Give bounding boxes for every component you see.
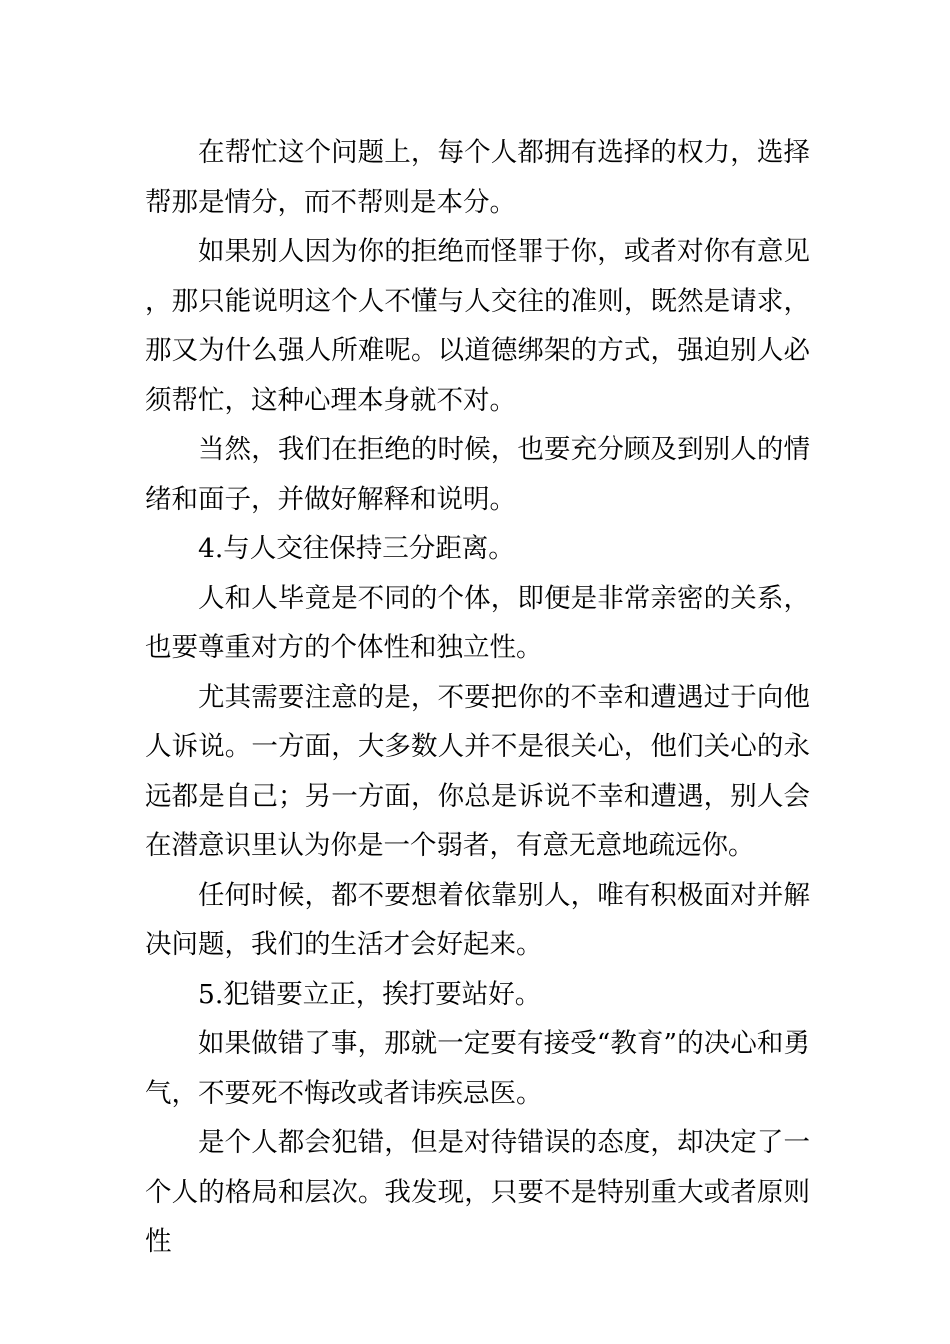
paragraph-2: 如果别人因为你的拒绝而怪罪于你，或者对你有意见，那只能说明这个人不懂与人交往的准则，既然是请求，那又为什么强人所难呢。以道德绑架的方式，强迫别人必须帮忙，这种心理本身就不对。	[145, 236, 810, 416]
paragraph-1: 在帮忙这个问题上，每个人都拥有选择的权力，选择帮那是情分，而不帮则是本分。	[145, 137, 810, 218]
paragraph-9: 如果做错了事，那就一定要有接受“教育”的决心和勇气，不要死不悔改或者讳疾忌医。	[145, 1028, 810, 1109]
paragraph-5: 人和人毕竟是不同的个体，即便是非常亲密的关系，也要尊重对方的个体性和独立性。	[145, 582, 810, 663]
paragraph-3: 当然，我们在拒绝的时候，也要充分顾及到别人的情绪和面子，并做好解释和说明。	[145, 434, 810, 515]
paragraph-6: 尤其需要注意的是，不要把你的不幸和遭遇过于向他人诉说。一方面，大多数人并不是很关心，他们关心的永远都是自己；另一方面，你总是诉说不幸和遭遇，别人会在潜意识里认为你是一个弱者，有意无意地疏远你。	[145, 681, 810, 861]
document-body	[145, 128, 810, 1267]
section-heading-5: 5.犯错要立正，挨打要站好。	[198, 978, 542, 1010]
section-heading-4: 4.与人交往保持三分距离。	[198, 533, 515, 564]
paragraph-10: 是个人都会犯错，但是对待错误的态度，却决定了一个人的格局和层次。我发现，只要不是特别重大或者原则性	[145, 1127, 810, 1257]
paragraph-7: 任何时候，都不要想着依靠别人，唯有积极面对并解决问题，我们的生活才会好起来。	[145, 879, 810, 960]
